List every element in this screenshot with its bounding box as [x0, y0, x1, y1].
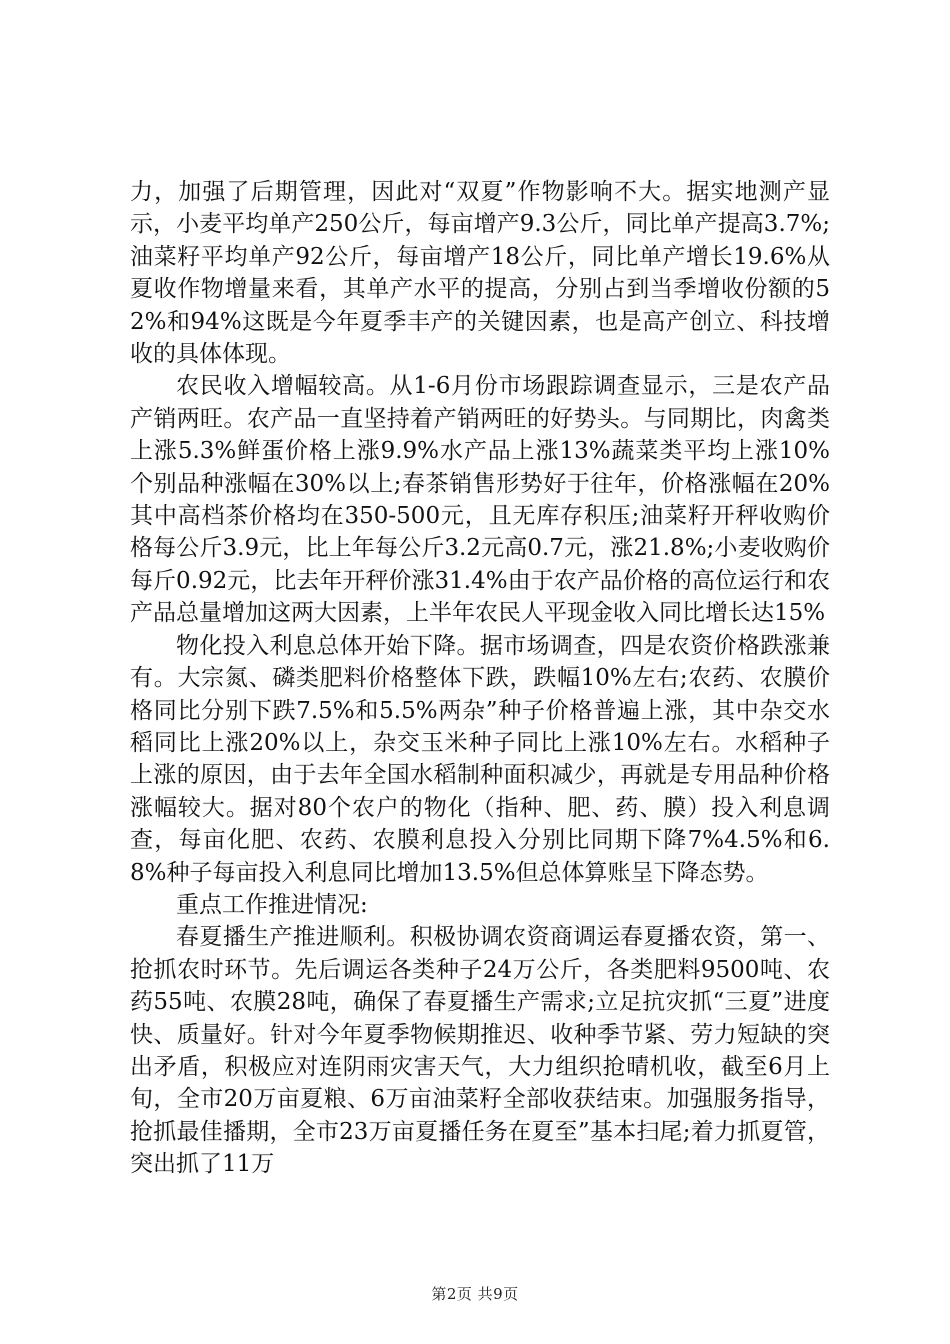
page-number-footer: 第2页 共9页 — [431, 1285, 519, 1303]
paragraph-input-costs: 物化投入利息总体开始下降。据市场调查，四是农资价格跌涨兼有。大宗氮、磷类肥料价格整体下跌，跌幅10%左右;农药、农膜价格同比分别下跌7.5%和5.5%两杂”种子价格普遍上涨，其中杂交水稻同比上涨20%以上，杂交玉米种子同比上涨10%左右。水稻种子上涨的原因，由于去年全国水稻制种面积减少，再就是专用品种价格涨幅较大。据对80个农户的物化（指种、肥、药、膜）投入利息调查，每亩化肥、农药、农膜利息投入分别比同期下降7%4.5%和6.8%种子每亩投入利息同比增加13.5%但总体算账呈下降态势。 — [130, 632, 830, 886]
document-body — [130, 176, 830, 1181]
paragraph-spring-summer-sowing: 春夏播生产推进顺利。积极协调农资商调运春夏播农资，第一、抢抓农时环节。先后调运各类种子24万公斤，各类肥料9500吨、农药55吨、农膜28吨，确保了春夏播生产需求;立足抗灾抓“三夏”进度快、质量好。针对今年夏季物候期推迟、收种季节紧、劳力短缺的突出矛盾，积极应对连阴雨灾害天气，大力组织抢晴机收，截至6月上旬，全市20万亩夏粮、6万亩油菜籽全部收获结束。加强服务指导，抢抓最佳播期，全市23万亩夏播任务在夏至”基本扫尾;着力抓夏管，突出抓了11万 — [130, 924, 830, 1178]
paragraph-key-work-heading: 重点工作推进情况: — [176, 891, 368, 918]
paragraph-farmer-income: 农民收入增幅较高。从1-6月份市场跟踪调查显示，三是农产品产销两旺。农产品一直坚持着产销两旺的好势头。与同期比，肉禽类上涨5.3%鲜蛋价格上涨9.9%水产品上涨13%蔬菜类平均上涨10%个别品种涨幅在30%以上;春茶销售形势好于往年，价格涨幅在20%其中高档茶价格均在350-500元，且无库存积压;油菜籽开秤收购价格每公斤3.9元，比上年每公斤3.2元高0.7元，涨21.8%;小麦收购价每斤0.92元，比去年开秤价涨31.4%由于农产品价格的高位运行和农产品总量增加这两大因素，上半年农民人平现金收入同比增长达15% — [130, 373, 830, 627]
paragraph-yield-results: 力，加强了后期管理，因此对“双夏”作物影响不大。据实地测产显示，小麦平均单产250公斤，每亩增产9.3公斤，同比单产提高3.7%;油菜籽平均单产92公斤，每亩增产18公斤，同比单产增长19.6%从夏收作物增量来看，其单产水平的提高，分别占到当季增收份额的52%和94%这既是今年夏季丰产的关键因素，也是高产创立、科技增收的具体体现。 — [130, 179, 830, 368]
